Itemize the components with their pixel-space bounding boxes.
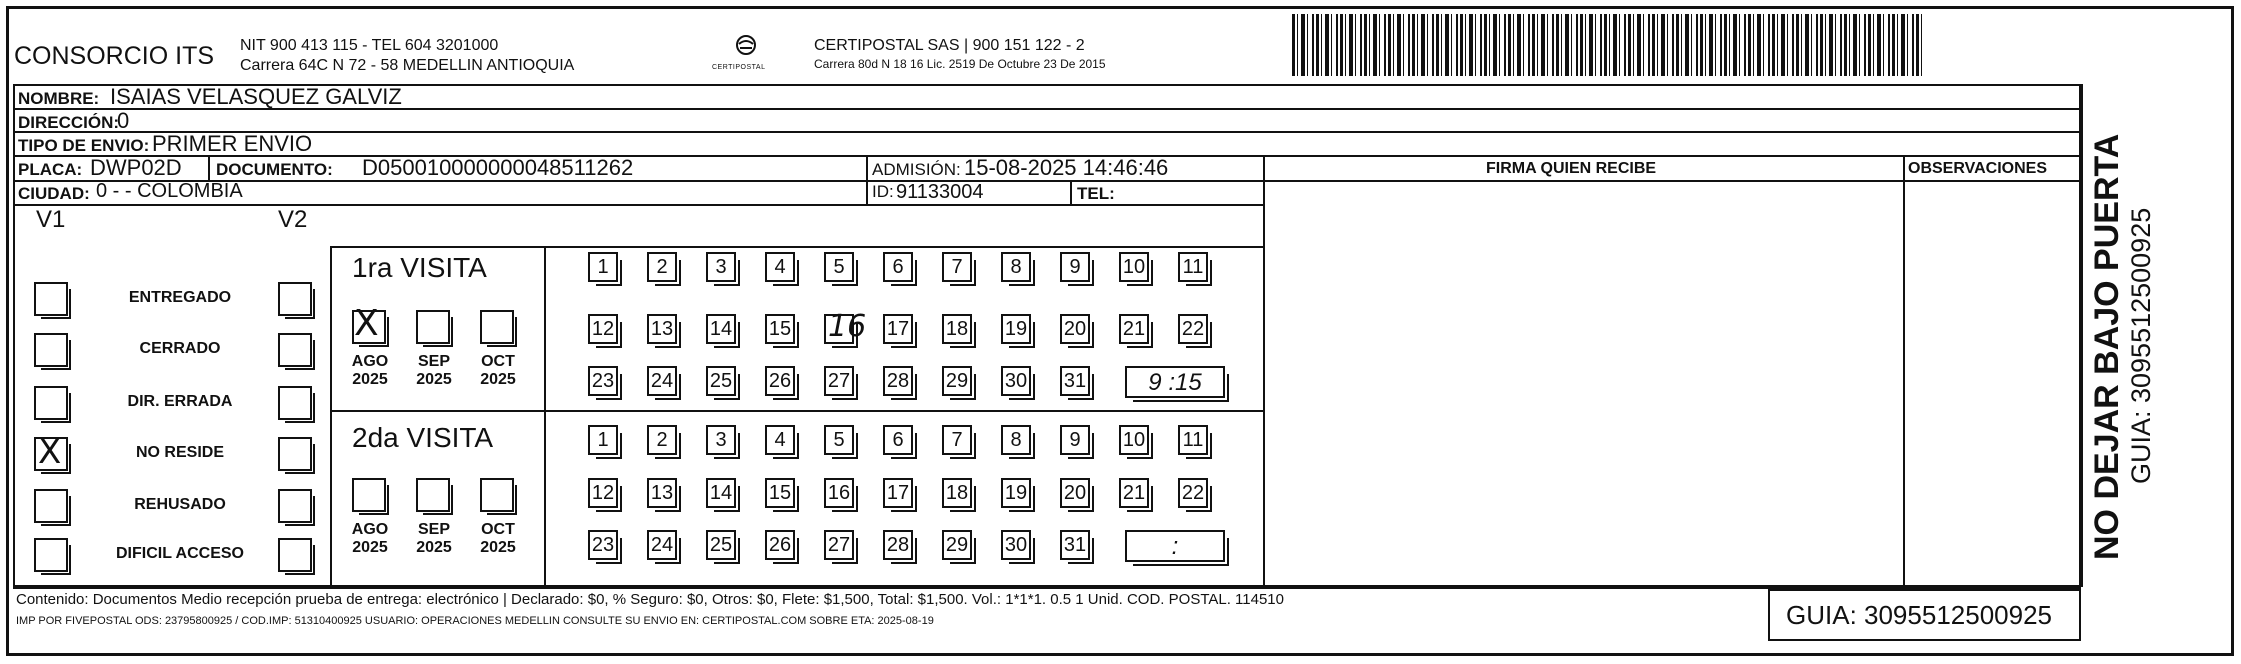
day-check-mark: 16 bbox=[828, 309, 867, 344]
day-number: 28 bbox=[886, 534, 910, 556]
day-box[interactable] bbox=[1001, 314, 1031, 344]
day-box[interactable] bbox=[765, 252, 795, 282]
day-box[interactable] bbox=[647, 478, 677, 508]
nombre-value: ISAIAS VELASQUEZ GALVIZ bbox=[110, 84, 402, 109]
day-box[interactable] bbox=[942, 530, 972, 560]
time-box[interactable] bbox=[1125, 366, 1225, 398]
day-box[interactable] bbox=[765, 366, 795, 396]
day-box[interactable] bbox=[706, 252, 736, 282]
day-box[interactable] bbox=[1178, 478, 1208, 508]
side-guia: GUIA: 3095512500925 bbox=[2126, 207, 2156, 484]
day-box[interactable] bbox=[1001, 478, 1031, 508]
time-box[interactable] bbox=[1125, 530, 1225, 562]
footer-imp: IMP POR FIVEPOSTAL ODS: 23795800925 / COD.IMP: 51310400925 USUARIO: OPERACIONES MEDELLIN CONSULTE SU ENVIO EN: CERTIPOSTAL.COM SOBRE ETA: 2025-08-19 bbox=[16, 615, 934, 627]
v2-checkbox[interactable] bbox=[278, 333, 312, 367]
month-year: 2025 bbox=[352, 539, 388, 556]
day-number: 15 bbox=[768, 318, 792, 340]
month-label: SEP bbox=[417, 521, 450, 538]
tipo-envio-value: PRIMER ENVIO bbox=[152, 131, 313, 156]
day-number: 8 bbox=[1010, 256, 1022, 278]
day-number: 17 bbox=[886, 482, 910, 504]
day-box[interactable] bbox=[1001, 530, 1031, 560]
admision-label: ADMISIÓN: bbox=[872, 160, 961, 179]
day-box[interactable] bbox=[588, 478, 618, 508]
id-label: ID: bbox=[872, 182, 894, 201]
day-box[interactable] bbox=[1119, 425, 1149, 455]
tipo-envio-label: TIPO DE ENVIO: bbox=[18, 136, 150, 155]
day-number: 13 bbox=[650, 318, 674, 340]
day-number: 2 bbox=[656, 256, 668, 278]
day-number: 26 bbox=[768, 534, 792, 556]
day-box[interactable] bbox=[942, 314, 972, 344]
day-number: 12 bbox=[591, 318, 615, 340]
day-number: 31 bbox=[1063, 534, 1087, 556]
day-number: 22 bbox=[1181, 318, 1205, 340]
v1-checkbox[interactable] bbox=[34, 489, 68, 523]
id-value: 91133004 bbox=[896, 181, 984, 203]
day-box[interactable] bbox=[1060, 530, 1090, 560]
day-box[interactable] bbox=[824, 425, 854, 455]
day-number: 1 bbox=[597, 429, 609, 451]
direccion-value: 0 bbox=[117, 108, 130, 133]
day-box[interactable] bbox=[647, 314, 677, 344]
second-visit-title: 2da VISITA bbox=[352, 422, 494, 453]
day-number: 9 bbox=[1069, 256, 1081, 278]
v2-checkbox[interactable] bbox=[278, 538, 312, 572]
day-number: 26 bbox=[768, 370, 792, 392]
day-box[interactable] bbox=[588, 366, 618, 396]
v2-checkbox[interactable] bbox=[278, 489, 312, 523]
v2-label: V2 bbox=[278, 206, 308, 233]
day-number: 24 bbox=[650, 534, 674, 556]
day-number: 12 bbox=[591, 482, 615, 504]
status-label: DIFICIL ACCESO bbox=[115, 545, 244, 562]
month-label: AGO bbox=[351, 353, 389, 370]
day-box[interactable] bbox=[588, 425, 618, 455]
day-number: 20 bbox=[1063, 482, 1087, 504]
v1-label: V1 bbox=[36, 206, 66, 233]
month-checkbox[interactable] bbox=[416, 310, 450, 344]
day-box[interactable] bbox=[647, 425, 677, 455]
day-box[interactable] bbox=[1178, 425, 1208, 455]
day-number: 27 bbox=[827, 370, 851, 392]
day-number: 11 bbox=[1182, 256, 1204, 278]
day-number: 23 bbox=[591, 534, 615, 556]
month-check-mark: X bbox=[354, 303, 379, 344]
day-box[interactable] bbox=[824, 530, 854, 560]
day-number: 6 bbox=[892, 256, 904, 278]
day-box[interactable] bbox=[647, 252, 677, 282]
day-number: 14 bbox=[709, 318, 733, 340]
day-box[interactable] bbox=[1060, 478, 1090, 508]
month-checkbox[interactable] bbox=[480, 310, 514, 344]
day-box[interactable] bbox=[1060, 314, 1090, 344]
v2-checkbox[interactable] bbox=[278, 437, 312, 471]
day-number: 30 bbox=[1004, 534, 1028, 556]
month-label: AGO bbox=[351, 521, 389, 538]
placa-value: DWP02D bbox=[90, 155, 182, 180]
day-box[interactable] bbox=[765, 314, 795, 344]
v1-check-mark: X bbox=[38, 432, 62, 472]
signature-area[interactable] bbox=[1265, 182, 1901, 585]
v1-checkbox[interactable] bbox=[34, 386, 68, 420]
day-number: 5 bbox=[833, 256, 845, 278]
certipostal-logo-icon bbox=[726, 34, 766, 62]
month-year: 2025 bbox=[480, 371, 516, 388]
tel-label: TEL: bbox=[1077, 184, 1115, 203]
day-box[interactable] bbox=[588, 314, 618, 344]
footer-guia: GUIA: 3095512500925 bbox=[1786, 600, 2052, 630]
day-box[interactable] bbox=[883, 530, 913, 560]
day-box[interactable] bbox=[706, 478, 736, 508]
v1-checkbox[interactable] bbox=[34, 538, 68, 572]
day-number: 13 bbox=[650, 482, 674, 504]
day-box[interactable] bbox=[824, 478, 854, 508]
day-box[interactable] bbox=[942, 366, 972, 396]
status-label: NO RESIDE bbox=[135, 444, 224, 461]
ciudad-value: 0 - - COLOMBIA bbox=[96, 180, 243, 202]
day-box[interactable] bbox=[942, 425, 972, 455]
month-checkbox[interactable] bbox=[416, 478, 450, 512]
day-number: 10 bbox=[1122, 429, 1146, 451]
day-box[interactable] bbox=[883, 314, 913, 344]
day-number: 15 bbox=[768, 482, 792, 504]
day-box[interactable] bbox=[1001, 425, 1031, 455]
day-box[interactable] bbox=[588, 252, 618, 282]
day-box[interactable] bbox=[883, 478, 913, 508]
v1-checkbox[interactable] bbox=[34, 282, 68, 316]
day-number: 6 bbox=[892, 429, 904, 451]
placa-label: PLACA: bbox=[18, 160, 83, 179]
day-number: 19 bbox=[1004, 482, 1028, 504]
day-number: 23 bbox=[591, 370, 615, 392]
day-number: 25 bbox=[709, 534, 733, 556]
month-label: SEP bbox=[417, 353, 450, 370]
day-number: 18 bbox=[945, 482, 969, 504]
visit-time: 9 :15 bbox=[1148, 369, 1202, 396]
day-number: 7 bbox=[951, 256, 963, 278]
day-number: 3 bbox=[715, 256, 727, 278]
month-label: OCT bbox=[481, 521, 515, 538]
day-number: 29 bbox=[945, 370, 969, 392]
day-box[interactable] bbox=[765, 530, 795, 560]
day-box[interactable] bbox=[588, 530, 618, 560]
observaciones-header: OBSERVACIONES bbox=[1908, 160, 2047, 177]
day-box[interactable] bbox=[883, 366, 913, 396]
day-number: 10 bbox=[1122, 256, 1146, 278]
day-number: 7 bbox=[951, 429, 963, 451]
company-name: CONSORCIO ITS bbox=[14, 42, 215, 70]
month-year: 2025 bbox=[352, 371, 388, 388]
month-year: 2025 bbox=[416, 539, 452, 556]
firma-header: FIRMA QUIEN RECIBE bbox=[1486, 160, 1657, 177]
day-box[interactable] bbox=[647, 366, 677, 396]
v1-checkbox[interactable] bbox=[34, 333, 68, 367]
day-number: 21 bbox=[1122, 482, 1146, 504]
admision-value: 15-08-2025 14:46:46 bbox=[964, 155, 1169, 180]
day-number: 16 bbox=[827, 482, 851, 504]
day-number: 29 bbox=[945, 534, 969, 556]
day-box[interactable] bbox=[1001, 252, 1031, 282]
day-box[interactable] bbox=[1178, 314, 1208, 344]
day-box[interactable] bbox=[942, 478, 972, 508]
day-number: 1 bbox=[597, 256, 609, 278]
day-box[interactable] bbox=[824, 252, 854, 282]
day-box[interactable] bbox=[942, 252, 972, 282]
day-box[interactable] bbox=[706, 314, 736, 344]
day-box[interactable] bbox=[1119, 252, 1149, 282]
company-address: Carrera 64C N 72 - 58 MEDELLIN ANTIOQUIA bbox=[240, 57, 575, 74]
status-label: ENTREGADO bbox=[128, 289, 232, 306]
day-number: 11 bbox=[1182, 429, 1204, 451]
visit-time: : bbox=[1171, 533, 1179, 560]
day-box[interactable] bbox=[647, 530, 677, 560]
day-number: 30 bbox=[1004, 370, 1028, 392]
status-label: DIR. ERRADA bbox=[127, 393, 233, 410]
day-number: 27 bbox=[827, 534, 851, 556]
day-number: 4 bbox=[774, 429, 786, 451]
direccion-label: DIRECCIÓN: bbox=[18, 113, 120, 132]
status-label: CERRADO bbox=[139, 340, 221, 357]
day-number: 19 bbox=[1004, 318, 1028, 340]
footer-content: Contenido: Documentos Medio recepción prueba de entrega: electrónico | Declarado: $0, % Seguro: $0, Otros: $0, Flete: $1,500, Total: $1,500. Vol.: 1*1*1. 0.5 1 Unid. COD. POSTAL. 114510 bbox=[16, 591, 1284, 608]
day-box[interactable] bbox=[1001, 366, 1031, 396]
day-number: 3 bbox=[715, 429, 727, 451]
carrier-name: CERTIPOSTAL SAS | 900 151 122 - 2 bbox=[814, 37, 1085, 54]
v2-checkbox[interactable] bbox=[278, 282, 312, 316]
ciudad-label: CIUDAD: bbox=[18, 184, 90, 203]
barcode bbox=[1292, 14, 1922, 76]
day-number: 24 bbox=[650, 370, 674, 392]
day-box[interactable] bbox=[883, 425, 913, 455]
day-box[interactable] bbox=[706, 366, 736, 396]
v2-checkbox[interactable] bbox=[278, 386, 312, 420]
day-box[interactable] bbox=[1119, 314, 1149, 344]
status-label: REHUSADO bbox=[134, 496, 226, 513]
nombre-label: NOMBRE: bbox=[18, 89, 100, 108]
day-box[interactable] bbox=[883, 252, 913, 282]
side-warning: NO DEJAR BAJO PUERTA bbox=[2088, 133, 2126, 560]
day-number: 2 bbox=[656, 429, 668, 451]
day-number: 17 bbox=[886, 318, 910, 340]
day-box[interactable] bbox=[1060, 252, 1090, 282]
day-box[interactable] bbox=[1178, 252, 1208, 282]
day-number: 31 bbox=[1063, 370, 1087, 392]
day-number: 22 bbox=[1181, 482, 1205, 504]
day-box[interactable] bbox=[1060, 425, 1090, 455]
day-number: 28 bbox=[886, 370, 910, 392]
day-number: 9 bbox=[1069, 429, 1081, 451]
logo-caption: CERTIPOSTAL bbox=[712, 64, 766, 71]
documento-value: D050010000000048511262 bbox=[362, 155, 634, 180]
day-box[interactable] bbox=[824, 366, 854, 396]
month-label: OCT bbox=[481, 353, 515, 370]
observations-area[interactable] bbox=[1905, 182, 2079, 585]
day-box[interactable] bbox=[765, 478, 795, 508]
day-number: 21 bbox=[1122, 318, 1146, 340]
day-number: 5 bbox=[833, 429, 845, 451]
first-visit-title: 1ra VISITA bbox=[352, 252, 487, 283]
day-box[interactable] bbox=[765, 425, 795, 455]
day-number: 20 bbox=[1063, 318, 1087, 340]
carrier-address: Carrera 80d N 18 16 Lic. 2519 De Octubre 23 De 2015 bbox=[814, 57, 1106, 71]
day-number: 4 bbox=[774, 256, 786, 278]
month-checkbox[interactable] bbox=[480, 478, 514, 512]
day-box[interactable] bbox=[706, 530, 736, 560]
month-checkbox[interactable] bbox=[352, 478, 386, 512]
day-number: 8 bbox=[1010, 429, 1022, 451]
day-box[interactable] bbox=[706, 425, 736, 455]
day-box[interactable] bbox=[1060, 366, 1090, 396]
company-nit: NIT 900 413 115 - TEL 604 3201000 bbox=[240, 37, 499, 54]
month-year: 2025 bbox=[416, 371, 452, 388]
day-number: 18 bbox=[945, 318, 969, 340]
day-number: 25 bbox=[709, 370, 733, 392]
day-number: 14 bbox=[709, 482, 733, 504]
documento-label: DOCUMENTO: bbox=[216, 160, 333, 179]
month-year: 2025 bbox=[480, 539, 516, 556]
day-box[interactable] bbox=[1119, 478, 1149, 508]
